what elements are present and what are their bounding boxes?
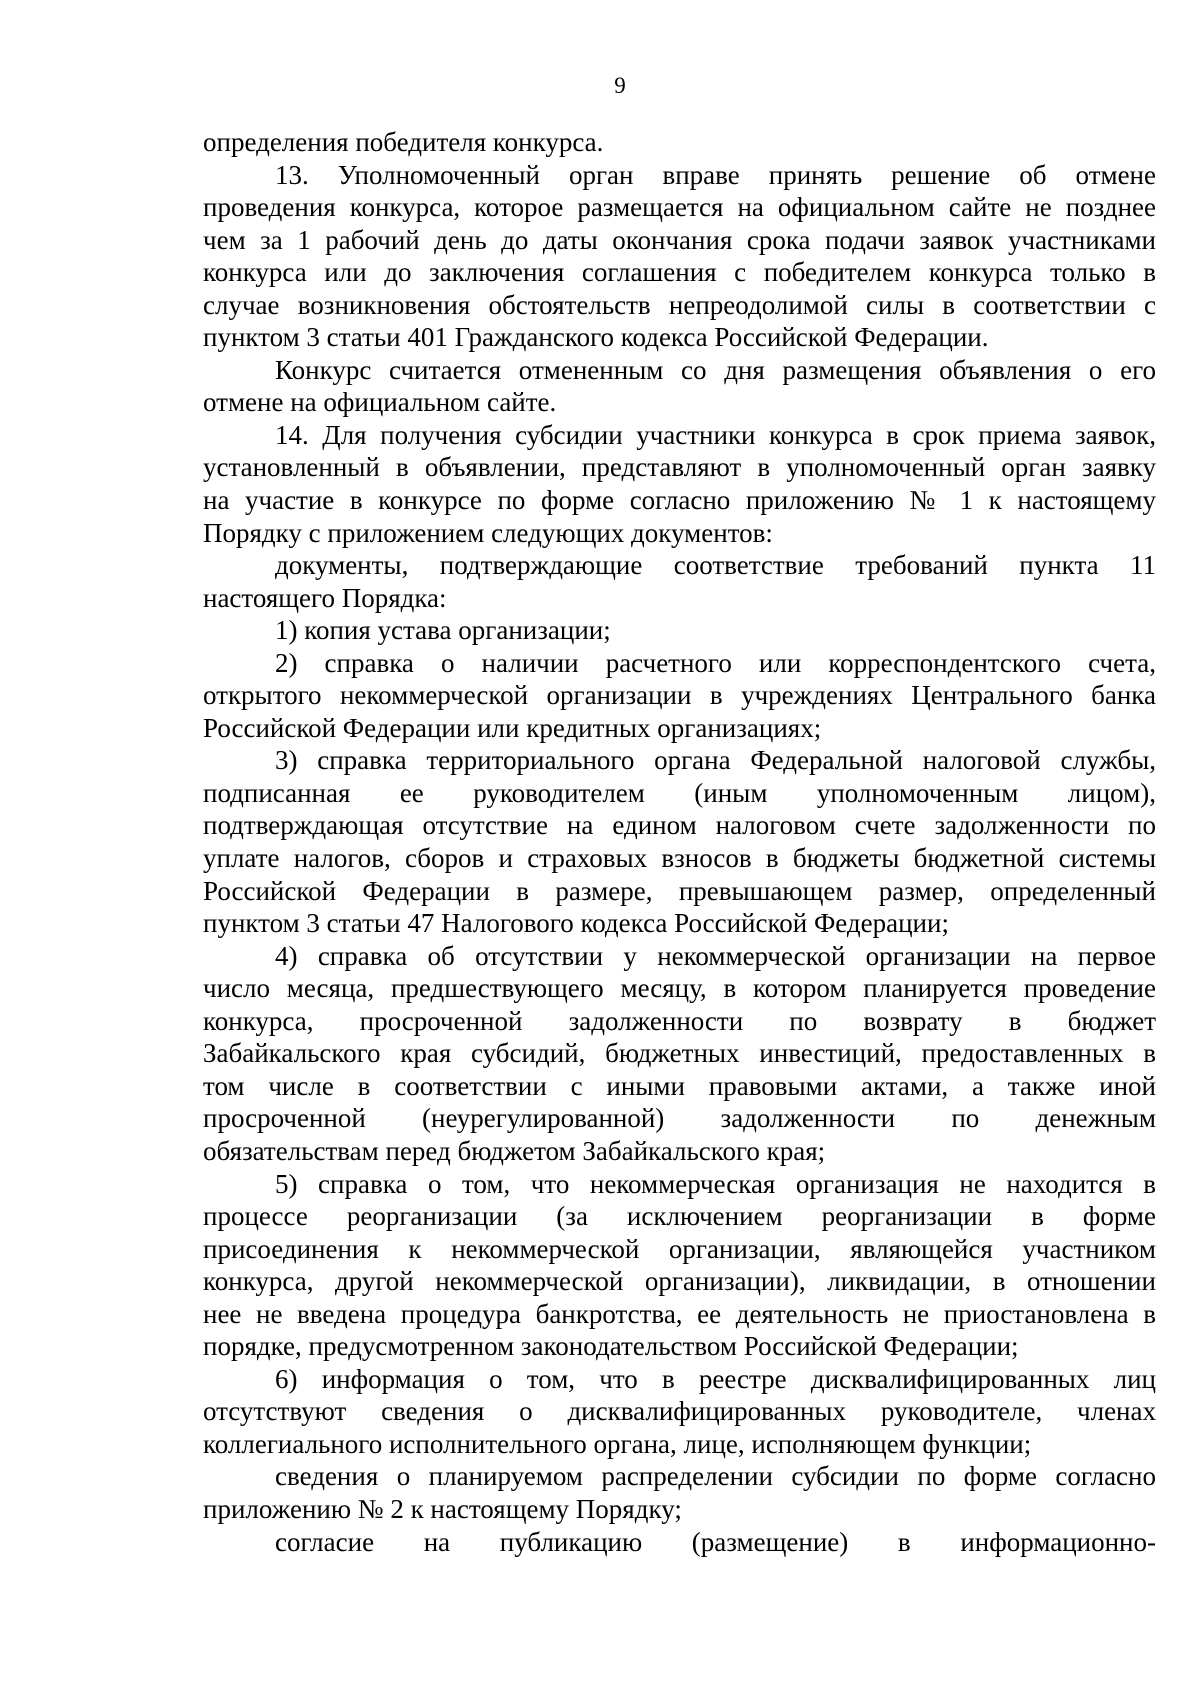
text-line: 5) справка о том, что некоммерческая организация не находится в [275,1168,1156,1199]
text-line: пунктом 3 статьи 401 Гражданского кодекса Российской Федерации. [203,322,989,353]
text-line: подписанная ее руководителем (иным уполномоченным лицом), [203,777,1156,808]
text-line: обязательствам перед бюджетом Забайкальского края; [203,1135,826,1166]
text-line: коллегиального исполнительного органа, лице, исполняющем функции; [203,1428,1032,1459]
text-line: настоящего Порядка: [203,582,447,613]
text-line: проведения конкурса, которое размещается на официальном сайте не позднее [203,192,1156,223]
text-line: том числе в соответствии с иными правовыми актами, а также иной [203,1070,1156,1101]
text-line: на участие в конкурсе по форме согласно приложению № 1 к настоящему [203,485,1156,516]
text-line: 6) информация о том, что в реестре дисквалифицированных лиц [275,1363,1156,1394]
text-line: открытого некоммерческой организации в учреждениях Центрального банка [203,680,1156,711]
text-line: Забайкальского края субсидий, бюджетных инвестиций, предоставленных в [203,1038,1156,1069]
text-line: определения победителя конкурса. [203,127,604,157]
text-line: чем за 1 рабочий день до даты окончания срока подачи заявок участниками [203,224,1156,255]
text-line: согласие на публикацию (размещение) в информационно- [275,1526,1156,1557]
text-line: уплате налогов, сборов и страховых взносов в бюджеты бюджетной системы [203,843,1156,874]
text-line: документы, подтверждающие соответствие требований пункта 11 [275,550,1156,581]
text-line: приложению № 2 к настоящему Порядку; [203,1493,682,1524]
text-line: 2) справка о наличии расчетного или корреспондентского счета, [275,647,1156,678]
text-line: 14. Для получения субсидии участники конкурса в срок приема заявок, [275,419,1156,450]
text-line: конкурса или до заключения соглашения с победителем конкурса только в [203,257,1156,288]
text-line: Российской Федерации или кредитных организациях; [203,712,822,743]
text-line: просроченной (неурегулированной) задолженности по денежным [203,1103,1156,1134]
page-number: 9 [614,73,626,98]
text-line: число месяца, предшествующего месяцу, в котором планируется проведение [203,973,1156,1004]
text-line: 4) справка об отсутствии у некоммерческой организации на первое [275,940,1156,971]
text-line: установленный в объявлении, представляют в уполномоченный орган заявку [203,452,1156,483]
text-line: конкурса, другой некоммерческой организации), ликвидации, в отношении [203,1266,1156,1297]
text-line: Российской Федерации в размере, превышающем размер, определенный [203,875,1156,906]
text-line: присоединения к некоммерческой организации, являющейся участником [203,1233,1156,1264]
document-body [203,126,1156,1558]
text-line: Порядку с приложением следующих документов: [203,517,773,548]
text-line: 3) справка территориального органа Федеральной налоговой службы, [275,745,1156,776]
text-line: конкурса, просроченной задолженности по возврату в бюджет [203,1005,1156,1036]
text-line: порядке, предусмотренном законодательством Российской Федерации; [203,1331,1019,1362]
text-line: отмене на официальном сайте. [203,387,557,418]
text-line: Конкурс считается отмененным со дня размещения объявления о его [275,354,1156,385]
text-line: 1) копия устава организации; [275,615,611,646]
text-line: 13. Уполномоченный орган вправе принять решение об отмене [275,159,1156,190]
text-line: пунктом 3 статьи 47 Налогового кодекса Российской Федерации; [203,908,949,939]
text-line: отсутствуют сведения о дисквалифицированных руководителе, членах [203,1396,1156,1427]
text-line: подтверждающая отсутствие на едином налоговом счете задолженности по [203,810,1156,841]
text-line: процессе реорганизации (за исключением реорганизации в форме [203,1201,1156,1232]
text-line: случае возникновения обстоятельств непреодолимой силы в соответствии с [203,289,1156,320]
text-line: нее не введена процедура банкротства, ее деятельность не приостановлена в [203,1298,1156,1329]
text-line: сведения о планируемом распределении субсидии по форме согласно [275,1461,1156,1492]
